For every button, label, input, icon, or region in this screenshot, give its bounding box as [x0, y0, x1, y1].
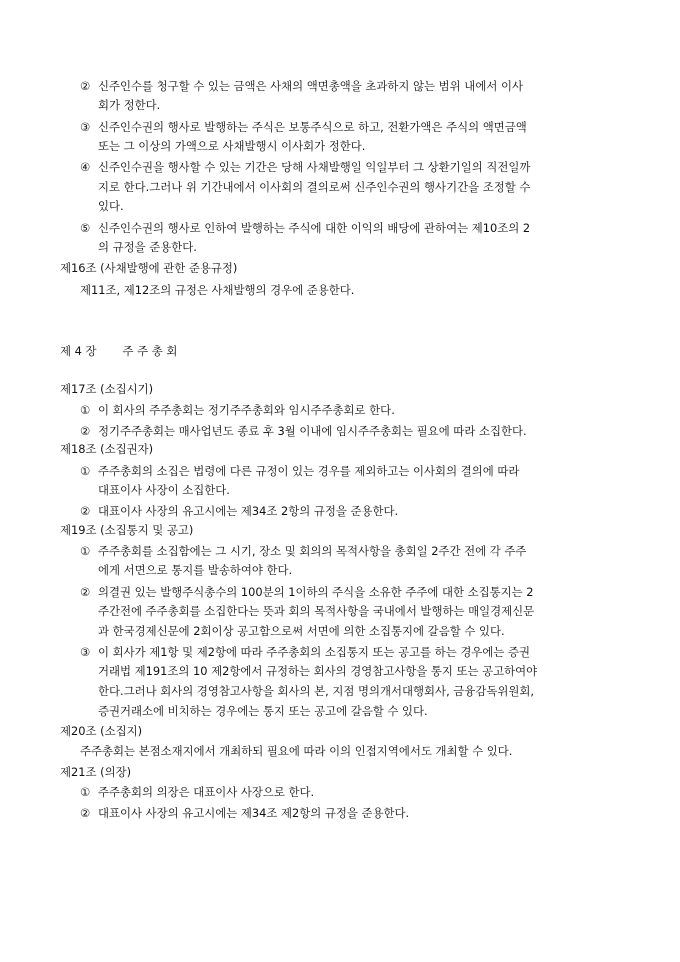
clause-text: 정기주주총회는 매사업년도 종료 후 3월 이내에 임시주주총회는 필요에 따라 소집한다. — [98, 424, 527, 438]
clause-1 — [80, 545, 526, 558]
clause-number: ① — [80, 403, 91, 417]
clause-text: 주주총회를 소집함에는 그 시기, 장소 및 회의의 목적사항을 총회일 2주간 전에 각 주주 — [98, 544, 527, 558]
article-heading: 제16조 (사채발행에 관한 준용규정) — [60, 261, 238, 275]
article-body: 제11조, 제12조의 규정은 사채발행의 경우에 준용한다. — [80, 283, 355, 297]
clause-number: ③ — [80, 120, 91, 134]
clause-2 — [80, 80, 523, 93]
clause-number: ② — [80, 424, 91, 438]
clause-text: 이 회사의 주주총회는 정기주주총회와 임시주주총회로 한다. — [98, 403, 395, 417]
clause-2 — [80, 586, 534, 599]
clause-number: ① — [80, 544, 91, 558]
clause-5 — [80, 222, 530, 235]
clause-1-cont: 에게 서면으로 통지를 발송하여야 한다. — [98, 563, 293, 577]
clause-1 — [80, 404, 395, 417]
clause-2 — [80, 807, 409, 820]
clause-3 — [80, 646, 530, 659]
clause-3 — [80, 121, 527, 134]
clause-text: 대표이사 사장의 유고시에는 제34조 2항의 규정을 준용한다. — [98, 504, 399, 518]
clause-text: 신주인수권의 행사로 인하여 발행하는 주식에 대한 이익의 배당에 관하여는 제10조의 2 — [98, 221, 531, 235]
clause-text: 이 회사가 제1항 및 제2항에 따라 주주총회의 소집통지 또는 공고를 하는 경우에는 증권 — [98, 645, 531, 659]
chapter-number: 제 4 장 — [60, 344, 97, 358]
article-heading: 제18조 (소집권자) — [60, 442, 154, 456]
chapter-title: 주 주 총 회 — [122, 344, 178, 358]
clause-number: ④ — [80, 160, 91, 174]
clause-text: 의결권 있는 발행주식총수의 100분의 1이하의 주식을 소유한 주주에 대한 소집통지는 2 — [98, 585, 534, 599]
clause-text: 신주인수권의 행사로 발행하는 주식은 보통주식으로 하고, 전환가액은 주식의 액면금액 — [98, 120, 527, 134]
clause-2-cont: 과 한국경제신문에 2회이상 공고함으로써 서면에 의한 소집통지에 갈음할 수 있다. — [98, 624, 505, 638]
clause-4 — [80, 161, 530, 174]
clause-4-cont: 지로 한다.그러나 위 기간내에서 이사회의 결의로써 신주인수권의 행사기간을 조정할 수 — [98, 180, 531, 194]
clause-number: ② — [80, 585, 91, 599]
clause-2 — [80, 505, 398, 518]
clause-3-cont: 거래법 제191조의 10 제2항에서 규정하는 회사의 경영참고사항을 통지 또는 공고하여야 — [98, 664, 538, 678]
article-body: 주주총회는 본점소재지에서 개최하되 필요에 따라 이의 인접지역에서도 개최할 수 있다. — [80, 744, 513, 758]
clause-text: 대표이사 사장의 유고시에는 제34조 제2항의 규정을 준용한다. — [98, 806, 410, 820]
clause-number: ① — [80, 464, 91, 478]
clause-4-cont: 있다. — [98, 199, 124, 213]
clause-5-cont: 의 규정을 준용한다. — [98, 240, 197, 254]
clause-2-cont: 회가 정한다. — [98, 98, 161, 112]
clause-text: 신주인수를 청구할 수 있는 금액은 사채의 액면총액을 초과하지 않는 범위 내에서 이사 — [98, 79, 523, 93]
clause-number: ② — [80, 504, 91, 518]
clause-number: ① — [80, 785, 91, 799]
clause-2-cont: 주간전에 주주총회를 소집한다는 뜻과 회의 목적사항을 국내에서 발행하는 매일경제신문 — [98, 604, 535, 618]
clause-3-cont: 한다.그러나 회사의 경영참고사항을 회사의 본, 지점 명의개서대행회사, 금융감독위원회, — [98, 684, 534, 698]
clause-3-cont: 증권거래소에 비치하는 경우에는 통지 또는 공고에 갈음할 수 있다. — [98, 704, 428, 718]
article-heading: 제19조 (소집통지 및 공고) — [60, 523, 194, 537]
clause-text: 신주인수권을 행사할 수 있는 기간은 당해 사채발행일 익일부터 그 상환기일의 직전일까 — [98, 160, 531, 174]
chapter-heading — [60, 345, 177, 358]
clause-number: ② — [80, 79, 91, 93]
clause-1 — [80, 465, 519, 478]
article-heading: 제20조 (소집지) — [60, 724, 143, 738]
clause-3-cont: 또는 그 이상의 가액으로 사채발행시 이사회가 정한다. — [98, 139, 366, 153]
clause-number: ② — [80, 806, 91, 820]
clause-2 — [80, 425, 527, 438]
clause-number: ⑤ — [80, 221, 91, 235]
clause-1-cont: 대표이사 사장이 소집한다. — [98, 483, 230, 497]
clause-text: 주주총회의 소집은 법령에 다른 규정이 있는 경우를 제외하고는 이사회의 결의에 따라 — [98, 464, 520, 478]
article-heading: 제21조 (의장) — [60, 765, 132, 779]
clause-text: 주주총회의 의장은 대표이사 사장으로 한다. — [98, 785, 315, 799]
clause-1 — [80, 786, 314, 799]
clause-number: ③ — [80, 645, 91, 659]
article-heading: 제17조 (소집시기) — [60, 382, 154, 396]
